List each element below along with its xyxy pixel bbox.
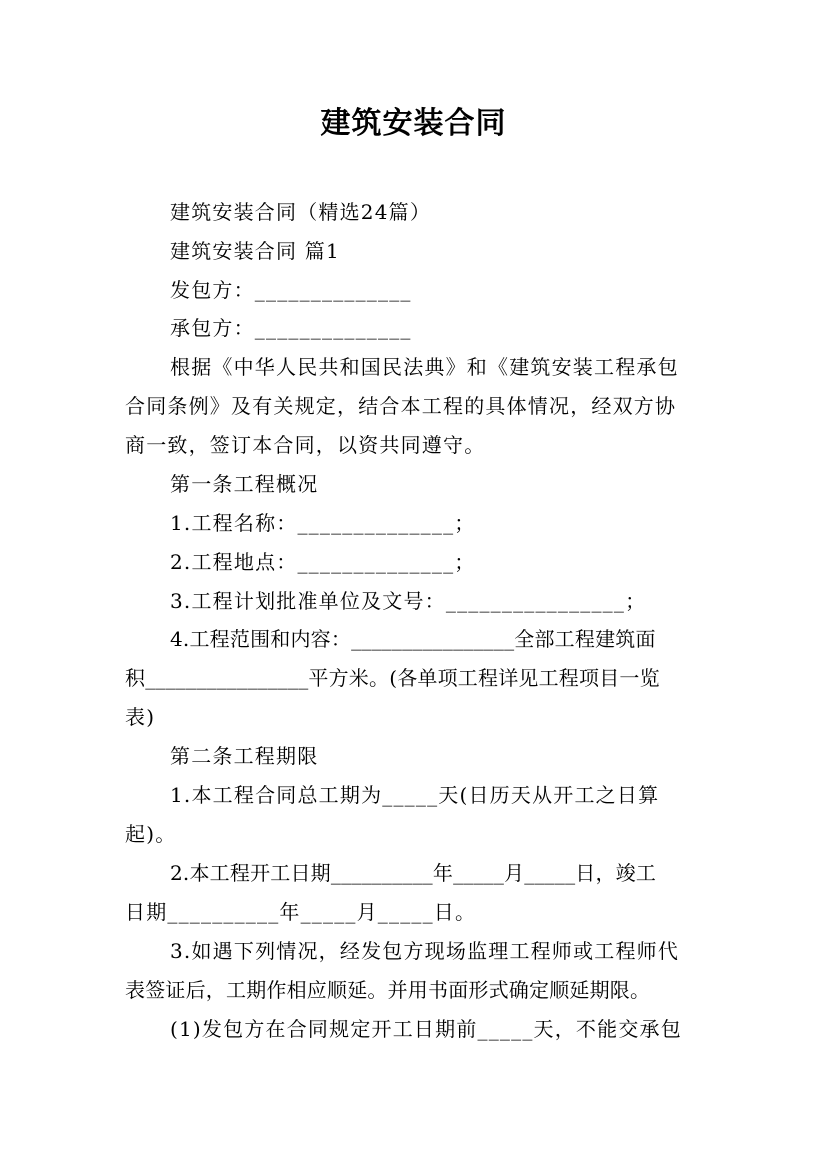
paragraph-line: 商一致，签订本合同，以资共同遵守。: [125, 433, 486, 457]
section-heading: 建筑安装合同 篇1: [170, 239, 340, 263]
paragraph-line: 2.本工程开工日期__________年_____月_____日，竣工: [170, 861, 657, 885]
paragraph-line: 根据《中华人民共和国民法典》和《建筑安装工程承包: [170, 355, 679, 379]
paragraph-line: 2.工程地点：______________；: [170, 550, 476, 574]
paragraph-line: 表): [125, 705, 156, 729]
article-heading: 第一条工程概况: [170, 472, 319, 496]
party-a-line: 发包方：______________: [170, 278, 412, 302]
paragraph-line: 1.工程名称：______________；: [170, 511, 476, 535]
document-title: 建筑安装合同: [320, 106, 507, 141]
article-heading: 第二条工程期限: [170, 744, 319, 768]
paragraph-line: 3.如遇下列情况，经发包方现场监理工程师或工程师代: [170, 939, 680, 963]
paragraph-line: 表签证后，工期作相应顺延。并用书面形式确定顺延期限。: [125, 978, 651, 1002]
paragraph-line: 合同条例》及有关规定，结合本工程的具体情况，经双方协: [125, 394, 677, 418]
paragraph-line: 起)。: [125, 822, 177, 846]
subtitle-line: 建筑安装合同（精选24篇）: [170, 200, 432, 224]
paragraph-line: 3.工程计划批准单位及文号：________________；: [170, 589, 647, 613]
paragraph-line: 4.工程范围和内容：________________全部工程建筑面: [170, 627, 656, 651]
paragraph-line: 日期__________年_____月_____日。: [125, 900, 477, 924]
party-b-line: 承包方：______________: [170, 316, 412, 340]
paragraph-line: 1.本工程合同总工期为_____天(日历天从开工之日算: [170, 783, 660, 807]
paragraph-line: (1)发包方在合同规定开工日期前_____天，不能交承包: [170, 1017, 682, 1041]
paragraph-line: 积________________平方米。(各单项工程详见工程项目一览: [125, 666, 660, 690]
